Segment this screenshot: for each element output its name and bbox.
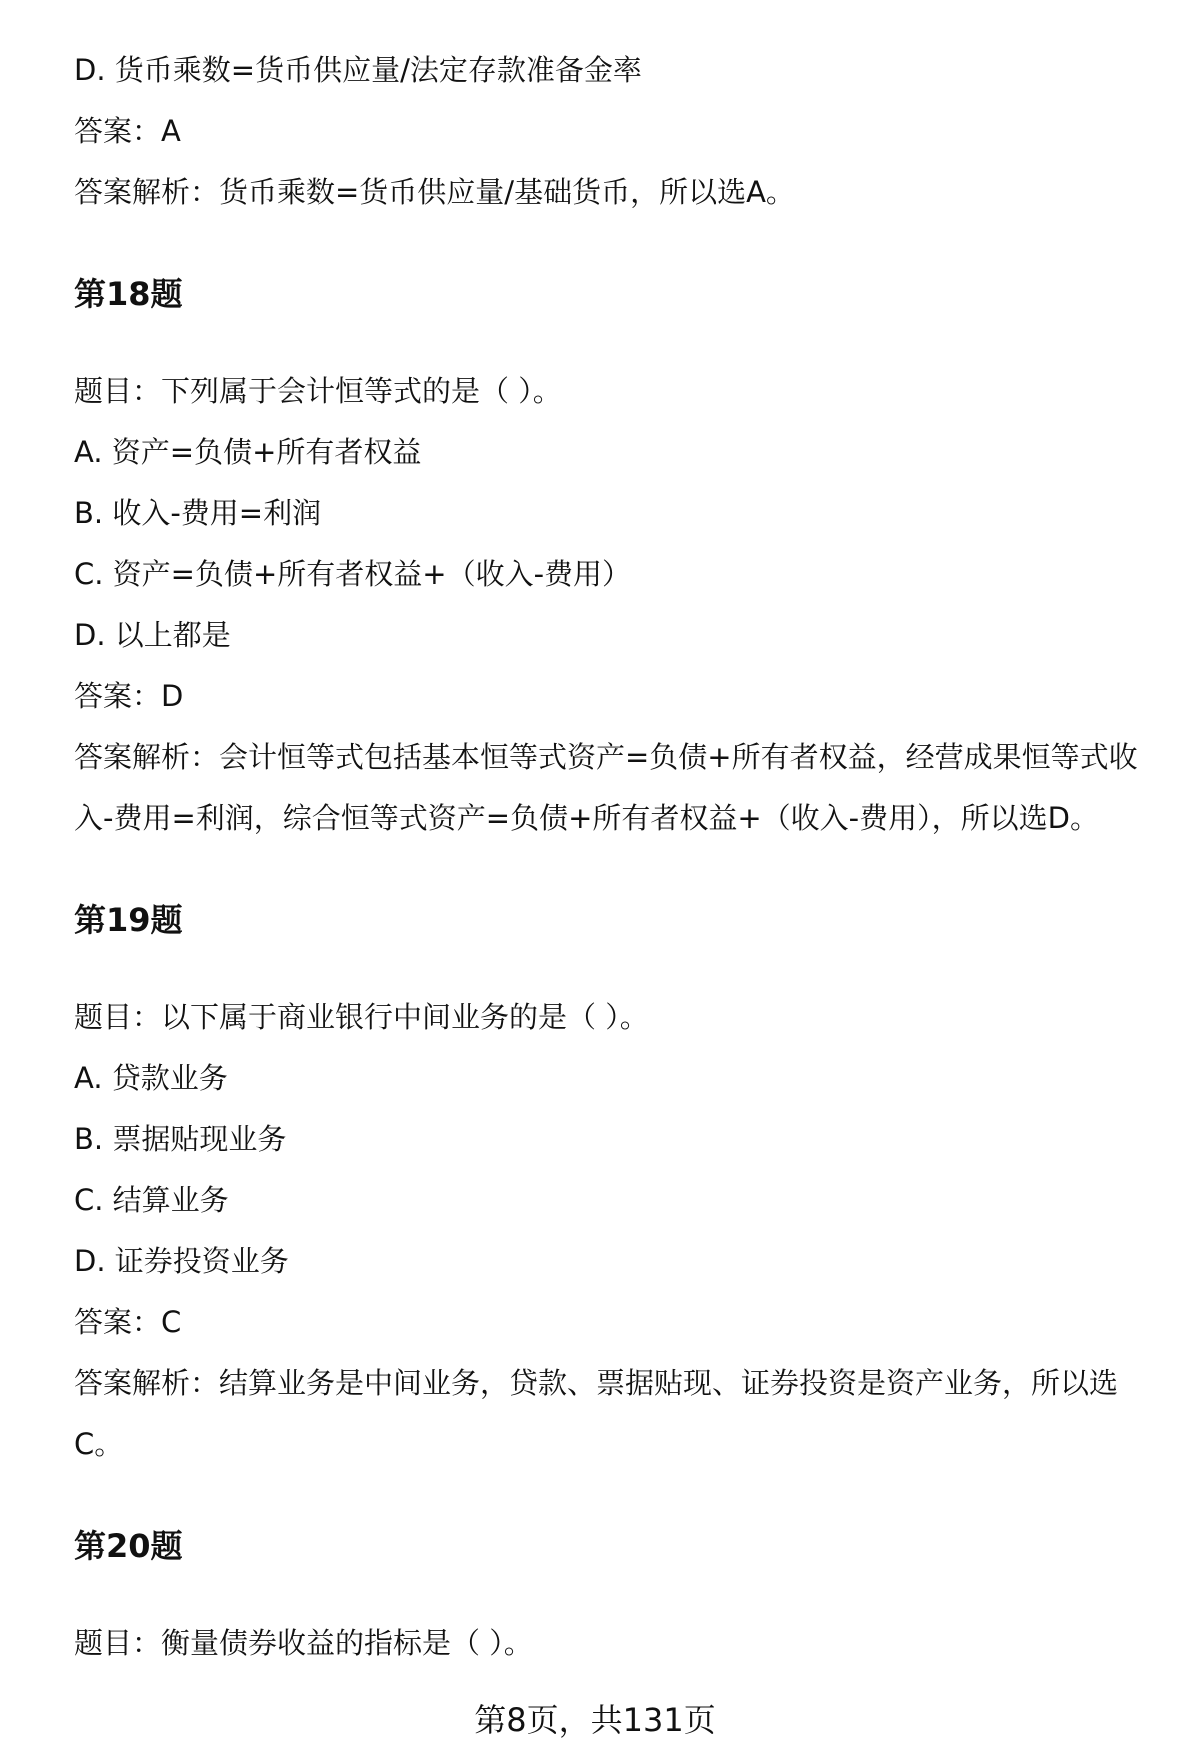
question-20-prompt: 题目：衡量债券收益的指标是（ ）。 <box>74 1626 533 1660</box>
question-19-option-b: B. 票据贴现业务 <box>74 1122 287 1156</box>
question-19-option-c: C. 结算业务 <box>74 1183 229 1217</box>
prev-explanation: 答案解析：货币乘数=货币供应量/基础货币，所以选A。 <box>74 175 795 209</box>
question-19-explanation-line1: 答案解析：结算业务是中间业务，贷款、票据贴现、证券投资是资产业务，所以选 <box>74 1366 1119 1400</box>
question-18-option-d: D. 以上都是 <box>74 618 231 652</box>
document-body <box>74 40 1174 1674</box>
question-19-option-d: D. 证券投资业务 <box>74 1244 289 1278</box>
question-20-heading: 第20题 <box>74 1527 183 1565</box>
question-18-answer: 答案：D <box>74 679 184 713</box>
question-19-prompt: 题目：以下属于商业银行中间业务的是（ ）。 <box>74 1000 649 1034</box>
question-18-explanation-line2: 入-费用=利润，综合恒等式资产=负债+所有者权益+（收入-费用），所以选D。 <box>74 801 1099 835</box>
question-19-heading: 第19题 <box>74 901 183 939</box>
question-18-option-c: C. 资产=负债+所有者权益+（收入-费用） <box>74 557 632 591</box>
question-18-option-a: A. 资产=负债+所有者权益 <box>74 435 422 469</box>
question-19-answer: 答案：C <box>74 1305 182 1339</box>
question-18-prompt: 题目：下列属于会计恒等式的是（ ）。 <box>74 374 562 408</box>
prev-option-d: D. 货币乘数=货币供应量/法定存款准备金率 <box>74 53 642 87</box>
question-19-explanation-line2: C。 <box>74 1427 124 1461</box>
page-footer: 第8页，共131页 <box>474 1701 716 1739</box>
question-18-explanation-line1: 答案解析：会计恒等式包括基本恒等式资产=负债+所有者权益，经营成果恒等式收 <box>74 740 1138 774</box>
question-18-heading: 第18题 <box>74 275 183 313</box>
question-19-option-a: A. 贷款业务 <box>74 1061 228 1095</box>
prev-answer: 答案：A <box>74 114 181 148</box>
question-18-option-b: B. 收入-费用=利润 <box>74 496 322 530</box>
